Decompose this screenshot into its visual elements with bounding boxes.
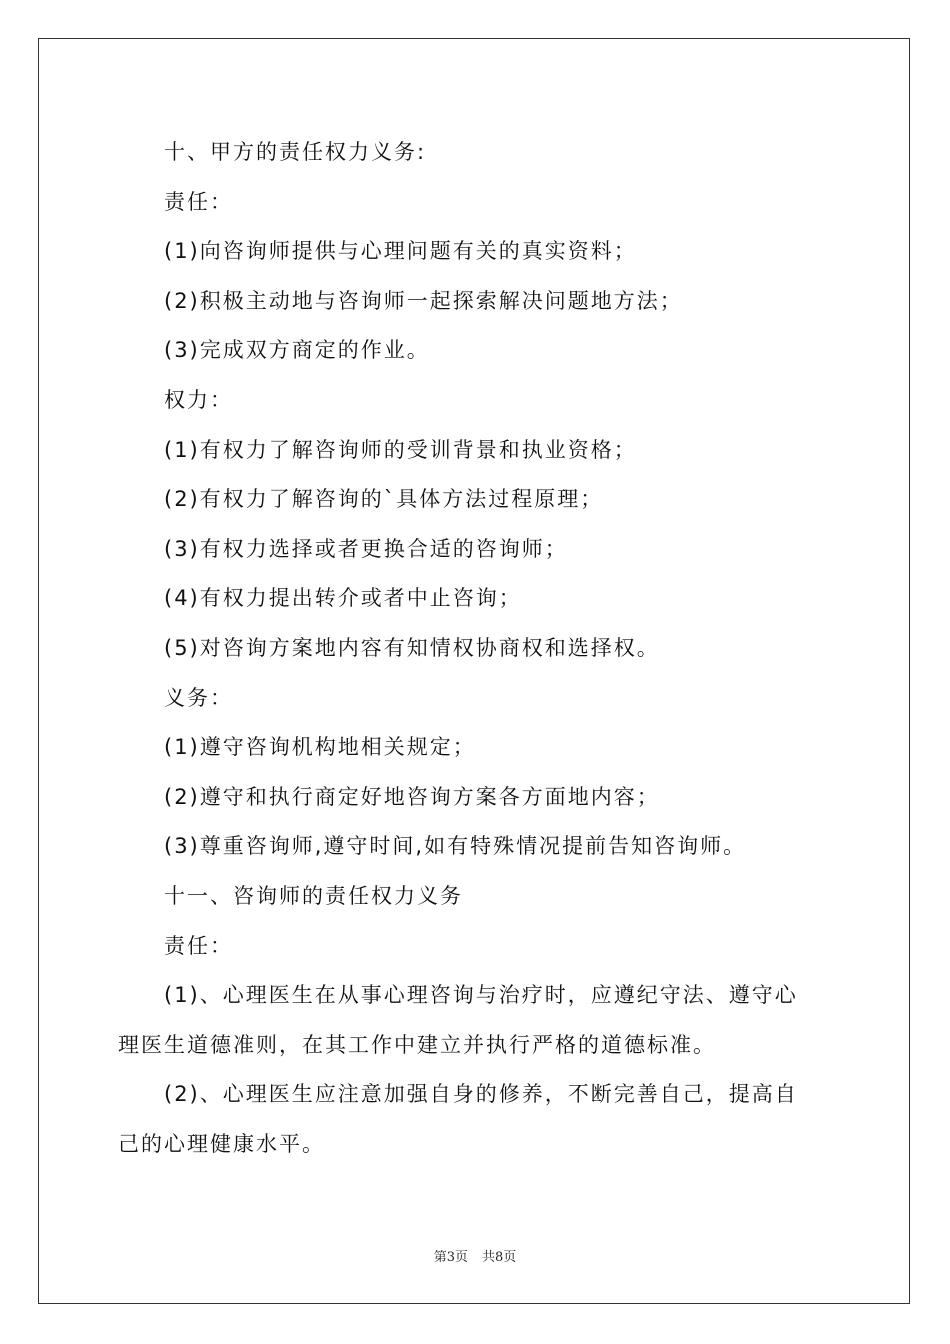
paragraph	[118, 971, 838, 1070]
list-item: (1)向咨询师提供与心理问题有关的真实资料；	[164, 239, 637, 264]
paragraph	[118, 1070, 838, 1169]
list-item: (3)尊重咨询师,遵守时间,如有特殊情况提前告知咨询师。	[164, 834, 747, 859]
subheading-responsibility: 责任：	[164, 189, 233, 214]
subheading-rights: 权力：	[164, 387, 233, 412]
list-item: (4)有权力提出转介或者中止咨询；	[164, 586, 522, 611]
subheading-obligations: 义务：	[164, 685, 233, 710]
list-item: (1)遵守咨询机构地相关规定；	[164, 735, 476, 760]
list-item: (2)有权力了解咨询的`具体方法过程原理；	[164, 487, 604, 512]
page-footer	[0, 1246, 950, 1265]
paragraph-first-line: (1)、心理医生在从事心理咨询与治疗时，应遵纪守法、遵守心	[164, 983, 798, 1008]
list-item: (3)完成双方商定的作业。	[164, 338, 430, 363]
document-body	[118, 128, 838, 1169]
paragraph-continuation-line: 己的心理健康水平。	[118, 1131, 325, 1156]
current-page-label: 第3页	[433, 1250, 468, 1265]
paragraph-first-line: (2)、心理医生应注意加强自身的修养，不断完善自己，提高自	[164, 1082, 798, 1107]
list-item: (3)有权力选择或者更换合适的咨询师；	[164, 536, 568, 561]
paragraph-continuation-line: 理医生道德准则，在其工作中建立并执行严格的道德标准。	[118, 1032, 716, 1057]
list-item: (2)积极主动地与咨询师一起探索解决问题地方法；	[164, 288, 683, 313]
total-pages-label: 共8页	[482, 1250, 517, 1265]
section-heading: 十、甲方的责任权力义务:	[164, 140, 427, 164]
list-item: (5)对咨询方案地内容有知情权协商权和选择权。	[164, 635, 660, 660]
subheading-responsibility: 责任：	[164, 933, 233, 958]
list-item: (2)遵守和执行商定好地咨询方案各方面地内容；	[164, 784, 660, 809]
section-heading: 十一、咨询师的责任权力义务	[164, 883, 463, 908]
list-item: (1)有权力了解咨询师的受训背景和执业资格；	[164, 437, 637, 462]
